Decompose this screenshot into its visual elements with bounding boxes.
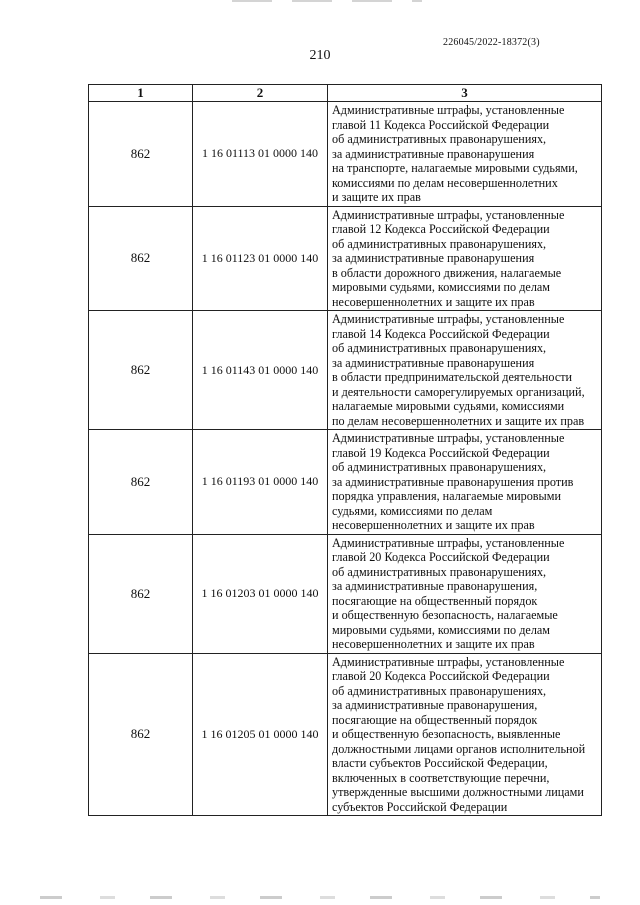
- description-line: в области дорожного движения, налагаемые: [332, 265, 562, 280]
- admin-code-cell: 862: [89, 311, 193, 430]
- description-line: за административные правонарушения против: [332, 474, 574, 489]
- description-cell: [328, 534, 602, 653]
- description-line: мировыми судьями, комиссиями по делам: [332, 622, 551, 637]
- budget-classification-code-cell: 1 16 01123 01 0000 140: [193, 206, 328, 311]
- description-line: за административные правонарушения: [332, 146, 535, 161]
- description-line: мировыми судьями, комиссиями по делам: [332, 280, 551, 294]
- budget-classification-code-cell: 1 16 01193 01 0000 140: [193, 430, 328, 535]
- table-header-row: [89, 85, 602, 102]
- description-line: в области предпринимательской деятельности: [332, 370, 573, 384]
- description-line: Административные штрафы, установленные: [332, 103, 565, 117]
- description-line: включенных в соответствующие перечни,: [332, 770, 550, 785]
- budget-classification-code-cell: 1 16 01113 01 0000 140: [193, 102, 328, 207]
- table-row: [89, 311, 602, 430]
- description-cell: [328, 102, 602, 207]
- description-line: несовершеннолетних и защите их прав: [332, 637, 535, 651]
- admin-code-cell: 862: [89, 102, 193, 207]
- budget-classification-code-cell: 1 16 01203 01 0000 140: [193, 534, 328, 653]
- description-cell: [328, 430, 602, 535]
- table-row: [89, 430, 602, 535]
- description-line: за административные правонарушения: [332, 355, 535, 370]
- description-line: за административные правонарушения,: [332, 579, 538, 593]
- column-header-1: 1: [89, 85, 193, 102]
- description-line: Административные штрафы, установленные: [332, 312, 565, 326]
- column-header-3: 3: [328, 85, 602, 102]
- budget-classification-code-cell: 1 16 01205 01 0000 140: [193, 653, 328, 816]
- description-line: об административных правонарушениях,: [332, 460, 547, 474]
- description-line: утвержденные высшими должностными лицами: [332, 785, 584, 799]
- description-line: порядка управления, налагаемые мировыми: [332, 489, 561, 503]
- admin-code-cell: 862: [89, 430, 193, 535]
- description-line: комиссиями по делам несовершеннолетних: [332, 175, 558, 190]
- scan-artifact-top: [232, 0, 422, 2]
- description-line: об административных правонарушениях,: [332, 341, 547, 355]
- description-line: и общественную безопасность, выявленные: [332, 727, 561, 741]
- table-row: [89, 534, 602, 653]
- description-line: Административные штрафы, установленные: [332, 431, 565, 445]
- table-row: [89, 102, 602, 207]
- description-line: за административные правонарушения,: [332, 698, 538, 712]
- description-line: об административных правонарушениях,: [332, 564, 547, 579]
- description-line: несовершеннолетних и защите их прав: [332, 294, 535, 309]
- description-line: Административные штрафы, установленные: [332, 654, 565, 669]
- table-row: [89, 206, 602, 311]
- budget-codes-table: [88, 84, 602, 816]
- admin-code-cell: 862: [89, 206, 193, 311]
- column-header-2: 2: [193, 85, 328, 102]
- scan-artifact-bottom: [40, 896, 600, 899]
- description-line: главой 19 Кодекса Российской Федерации: [332, 445, 550, 460]
- table-body: [89, 102, 602, 816]
- description-line: власти субъектов Российской Федерации,: [332, 756, 548, 770]
- description-line: субъектов Российской Федерации: [332, 799, 508, 814]
- page-number: 210: [309, 48, 331, 63]
- description-line: и деятельности саморегулируемых организаций,: [332, 384, 585, 399]
- document-id: 226045/2022-18372(3): [443, 37, 540, 48]
- description-line: главой 20 Кодекса Российской Федерации: [332, 550, 550, 564]
- description-line: по делам несовершеннолетних и защите их прав: [332, 413, 585, 428]
- description-line: главой 20 Кодекса Российской Федерации: [332, 669, 550, 683]
- description-cell: [328, 311, 602, 430]
- description-cell: [328, 206, 602, 311]
- description-line: главой 11 Кодекса Российской Федерации: [332, 117, 550, 132]
- description-line: несовершеннолетних и защите их прав: [332, 518, 535, 532]
- description-line: об административных правонарушениях,: [332, 683, 547, 698]
- admin-code-cell: 862: [89, 653, 193, 816]
- description-line: судьями, комиссиями по делам: [332, 503, 493, 518]
- table-row: [89, 653, 602, 816]
- budget-classification-code-cell: 1 16 01143 01 0000 140: [193, 311, 328, 430]
- description-line: Административные штрафы, установленные: [332, 535, 565, 550]
- description-line: главой 12 Кодекса Российской Федерации: [332, 222, 550, 236]
- description-line: об административных правонарушениях,: [332, 236, 547, 251]
- description-line: налагаемые мировыми судьями, комиссиями: [332, 399, 565, 413]
- description-line: и защите их прав: [332, 190, 421, 204]
- description-line: об административных правонарушениях,: [332, 132, 547, 146]
- description-line: на транспорте, налагаемые мировыми судьями,: [332, 161, 578, 175]
- description-line: посягающие на общественный порядок: [332, 593, 538, 608]
- description-line: и общественную безопасность, налагаемые: [332, 608, 558, 622]
- description-line: посягающие на общественный порядок: [332, 712, 538, 727]
- admin-code-cell: 862: [89, 534, 193, 653]
- description-line: главой 14 Кодекса Российской Федерации: [332, 326, 550, 341]
- description-line: должностными лицами органов исполнительной: [332, 741, 586, 756]
- description-line: за административные правонарушения: [332, 251, 535, 265]
- description-line: Административные штрафы, установленные: [332, 207, 565, 222]
- description-cell: [328, 653, 602, 816]
